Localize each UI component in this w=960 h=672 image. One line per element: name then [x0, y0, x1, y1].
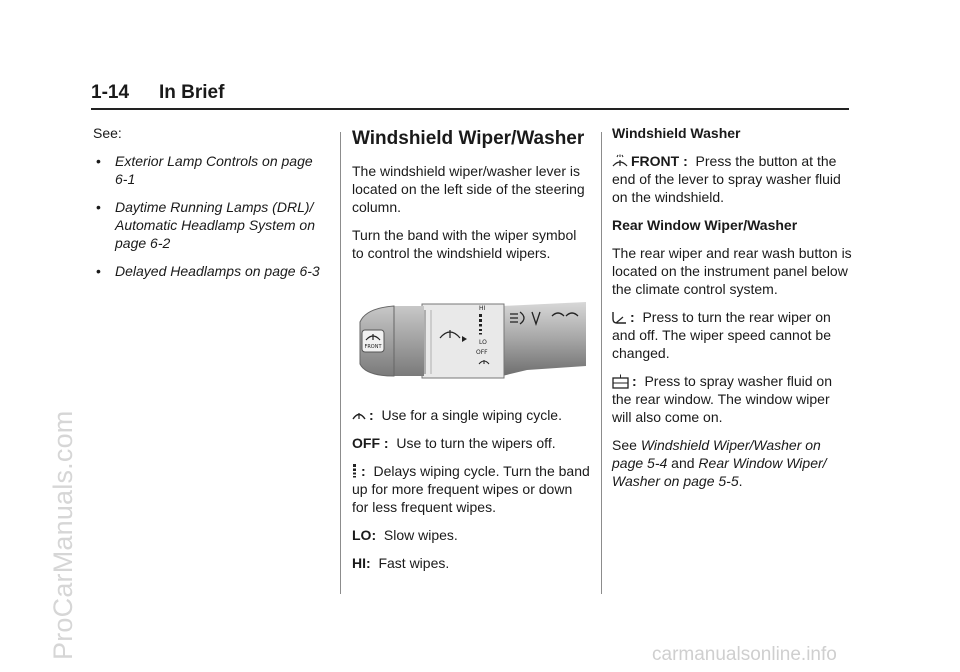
off-label: OFF: [476, 349, 488, 356]
reference-link[interactable]: Rear Window Wiper/ Washer on page 5-5: [612, 455, 827, 489]
column-divider-1: [340, 132, 341, 594]
subheading: Windshield Washer: [612, 125, 741, 141]
page-header: [91, 82, 849, 110]
rear-wiper-item: : Press to turn the rear wiper on and off. The wiper speed cannot be changed.: [612, 309, 831, 361]
wiper-mode-item: OFF : Use to turn the wipers off.: [352, 435, 556, 451]
single-wipe-icon: [352, 409, 366, 423]
see-label: See:: [93, 125, 122, 141]
reference-link[interactable]: Daytime Running Lamps (DRL)/ Automatic Headlamp System on page 6-2: [115, 199, 315, 251]
wiper-mode-item: : Delays wiping cycle. Turn the band up for more frequent wipes or down for less frequent wipes.: [352, 463, 590, 515]
column-3: [612, 124, 852, 500]
washer-item: FRONT : Press the button at the end of the lever to spray washer fluid on the windshield.: [612, 153, 841, 205]
list-item: • Exterior Lamp Controls on page 6-1: [96, 153, 313, 187]
paragraph: Turn the band with the wiper symbol to control the windshield wipers.: [352, 227, 577, 261]
front-button-label: FRONT: [364, 344, 382, 350]
column-divider-2: [601, 132, 602, 594]
column-2: [352, 124, 590, 582]
see-also: See Windshield Wiper/Washer on page 5-4 and Rear Window Wiper/ Washer on page 5-5.: [612, 437, 827, 489]
reference-link[interactable]: Delayed Headlamps on page 6-3: [115, 263, 320, 279]
wiper-mode-item: HI: Fast wipes.: [352, 555, 450, 571]
subheading: Rear Window Wiper/Washer: [612, 217, 798, 233]
list-item: • Daytime Running Lamps (DRL)/ Automatic Headlamp System on page 6-2: [96, 199, 315, 251]
side-watermark: ProCarManuals.com: [48, 410, 78, 660]
reference-link[interactable]: Exterior Lamp Controls on page 6-1: [115, 153, 313, 187]
wiper-mode-item: LO: Slow wipes.: [352, 527, 458, 543]
wiper-lever-illustration: [352, 296, 586, 384]
rear-washer-icon: [612, 374, 629, 389]
paragraph: The windshield wiper/washer lever is located on the left side of the steering column.: [352, 163, 585, 215]
lo-label: LO: [479, 339, 487, 346]
section-heading: Windshield Wiper/Washer: [352, 128, 585, 149]
hi-label: HI: [479, 305, 486, 312]
delay-icon: [352, 464, 358, 479]
wiper-mode-item: : Use for a single wiping cycle.: [352, 406, 590, 424]
column-1: [93, 124, 325, 290]
windshield-washer-icon: [612, 154, 628, 169]
page-number: 1-14: [91, 82, 130, 103]
rear-wiper-icon: [612, 311, 627, 325]
footer-watermark: carmanualsonline.info: [652, 644, 837, 665]
paragraph: The rear wiper and rear wash button is located on the instrument panel below the climate control system.: [612, 245, 852, 297]
reference-link[interactable]: Windshield Wiper/Washer on page 5-4: [612, 437, 821, 471]
list-item: • Delayed Headlamps on page 6-3: [96, 263, 320, 279]
section-title: In Brief: [159, 82, 225, 103]
rear-washer-item: : Press to spray washer fluid on the rear window. The window wiper will also come on.: [612, 373, 832, 425]
